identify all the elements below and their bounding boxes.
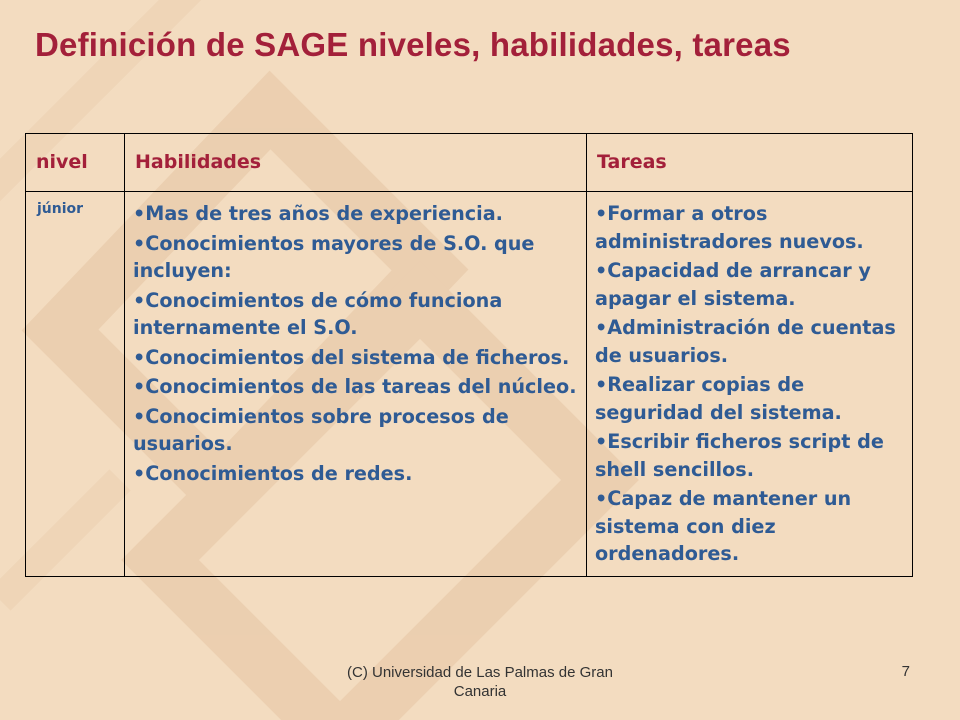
slide-footer: (C) Universidad de Las Palmas de Gran Canaria bbox=[347, 664, 613, 700]
page-number: 7 bbox=[901, 663, 910, 680]
list-item: • Conocimientos mayores de S.O. que incluyen: bbox=[133, 230, 580, 285]
list-item: • Capacidad de arrancar y apagar el sistema. bbox=[595, 257, 906, 312]
list-item: • Conocimientos sobre procesos de usuarios. bbox=[133, 403, 580, 458]
slide-title: Definición de SAGE niveles, habilidades, tareas bbox=[35, 26, 791, 63]
skills-list bbox=[125, 192, 586, 495]
table-header-row bbox=[26, 134, 913, 192]
level-cell: júnior bbox=[26, 192, 125, 577]
list-item: • Capaz de mantener un sistema con diez ordenadores. bbox=[595, 485, 906, 568]
list-item: • Realizar copias de seguridad del sistema. bbox=[595, 371, 906, 426]
sage-levels-table bbox=[25, 133, 913, 577]
list-item: • Formar a otros administradores nuevos. bbox=[595, 200, 906, 255]
tasks-list bbox=[587, 192, 912, 576]
list-item: • Conocimientos de cómo funciona internamente el S.O. bbox=[133, 287, 580, 342]
header-nivel: nivel bbox=[26, 134, 125, 192]
list-item: • Conocimientos de las tareas del núcleo. bbox=[133, 373, 580, 401]
header-tareas: Tareas bbox=[587, 134, 913, 192]
list-item: • Escribir ficheros script de shell sencillos. bbox=[595, 428, 906, 483]
tasks-cell bbox=[587, 192, 913, 577]
list-item: • Conocimientos de redes. bbox=[133, 460, 580, 488]
table-row bbox=[26, 192, 913, 577]
list-item: • Conocimientos del sistema de ficheros. bbox=[133, 344, 580, 372]
list-item: • Administración de cuentas de usuarios. bbox=[595, 314, 906, 369]
skills-cell bbox=[125, 192, 587, 577]
header-habilidades: Habilidades bbox=[125, 134, 587, 192]
list-item: • Mas de tres años de experiencia. bbox=[133, 200, 580, 228]
